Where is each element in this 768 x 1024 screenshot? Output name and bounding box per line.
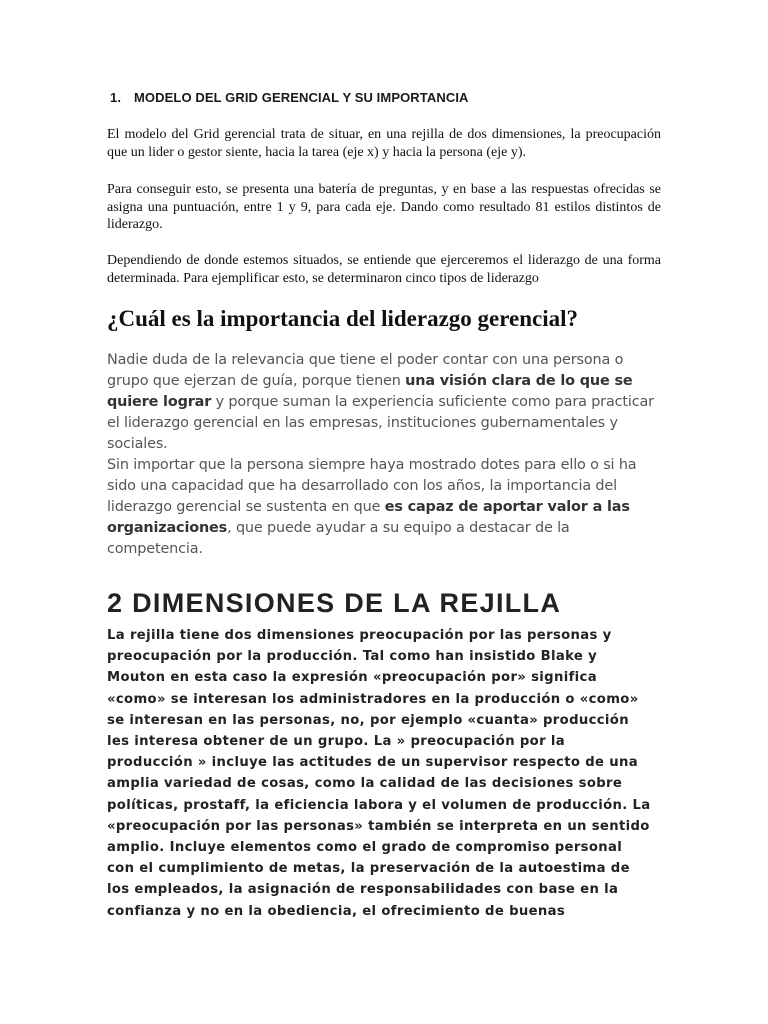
dimensions-line: con el cumplimiento de metas, la preservación de la autoestima de (107, 861, 630, 877)
importance-p1-emphasis: una visión clara de lo que se quiere lograr (107, 373, 633, 410)
dimensions-line: amplio. Incluye elementos como el grado de compromiso personal (107, 840, 623, 856)
importance-p1-text-a: Nadie duda de la relevancia que tiene el poder contar con una persona o grupo que ejerzan de guía, porque tienen (107, 352, 624, 389)
dimensions-line: amplia variedad de cosas, como la calidad de las decisiones sobre (107, 776, 623, 792)
section-1-heading (110, 90, 469, 105)
dimensions-line: se interesan en las personas, no, por ejemplo «cuanta» producción (107, 712, 629, 728)
importance-p2-emphasis: es capaz de aportar valor a las organizaciones (107, 499, 630, 536)
dimensions-line: les interesa obtener de un grupo. La » preocupación por la (107, 734, 565, 750)
dimensions-line: «preocupación por las personas» también se interpreta en un sentido (107, 818, 650, 834)
dimensions-line: «como» se interesan los administradores en la producción o «como» (107, 691, 639, 707)
dimensions-line: confianza y no en la obediencia, el ofrecimiento de buenas (107, 903, 566, 919)
dimensions-line: producción » incluye las actitudes de un supervisor respecto de una (107, 755, 638, 771)
grid-intro-paragraph: El modelo del Grid gerencial trata de situar, en una rejilla de dos dimensiones, la preocupación que un lider o gestor siente, hacia la tarea (eje x) y hacia la persona (eje y). (107, 127, 661, 160)
dimensions-line: Mouton en esta caso la expresión «preocupación por» significa (107, 670, 597, 686)
importance-p2-text-b: , que puede ayudar a su equipo a destacar de la competencia. (107, 520, 570, 557)
section-1-title: MODELO DEL GRID GERENCIAL Y SU IMPORTANCIA (134, 90, 469, 105)
dimensions-heading: 2 DIMENSIONES DE LA REJILLA (107, 588, 562, 618)
dimensions-paragraph (107, 625, 667, 922)
dimensions-line: los empleados, la asignación de responsabilidades con base en la (107, 882, 619, 898)
importance-p2-text-a: Sin importar que la persona siempre haya mostrado dotes para ello o si ha sido una capacidad que ha desarrollado con los años, la importancia del liderazgo gerencial se sustenta en que (107, 457, 637, 515)
importance-paragraph-1 (107, 350, 667, 455)
dimensions-line: La rejilla tiene dos dimensiones preocupación por las personas y (107, 628, 612, 643)
dimensions-line: políticas, prostaff, la eficiencia labora y el volumen de producción. La (107, 797, 651, 813)
questionnaire-paragraph: Para conseguir esto, se presenta una batería de preguntas, y en base a las respuestas ofrecidas se asigna una puntuación, entre 1 y 9, para cada eje. Dando como resultado 81 estilos distintos de liderazgo. (107, 182, 661, 232)
section-1-number: 1. (110, 90, 122, 105)
leadership-types-paragraph: Dependiendo de donde estemos situados, se entiende que ejerceremos el liderazgo de una forma determinada. Para ejemplificar esto, se determinaron cinco tipos de liderazgo (107, 253, 661, 286)
importance-paragraph-2 (107, 455, 667, 560)
importance-heading: ¿Cuál es la importancia del liderazgo gerencial? (107, 306, 579, 331)
importance-p1-text-b: y porque suman la experiencia suficiente como para practicar el liderazgo gerencial en las empresas, instituciones gubernamentales y sociales. (107, 394, 654, 452)
dimensions-line: preocupación por la producción. Tal como han insistido Blake y (107, 649, 598, 665)
